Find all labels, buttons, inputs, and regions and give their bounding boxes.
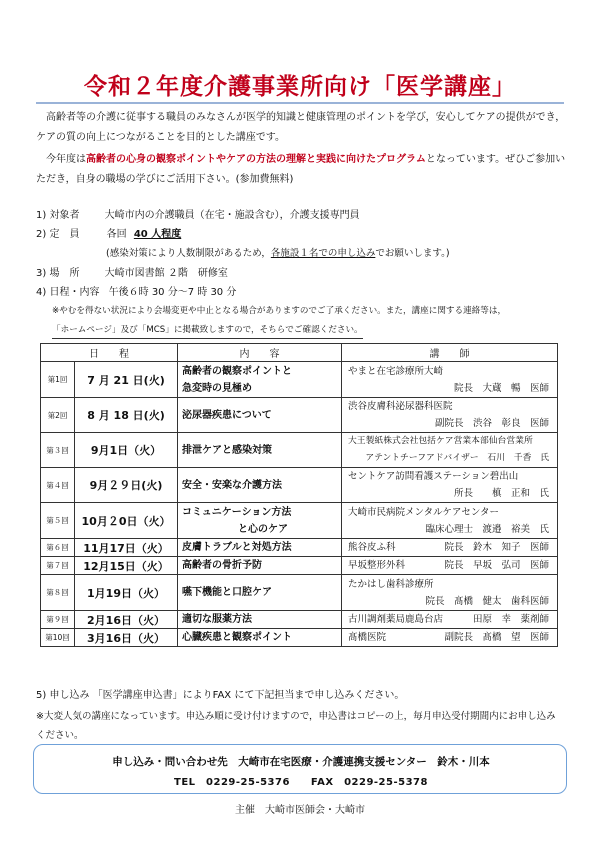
lecturer-name: 所長 槙 正和 氏 [453, 488, 549, 499]
session-lecturer [342, 557, 558, 575]
target-row [36, 207, 360, 225]
session-topic: 皮膚トラブルと対処方法 [178, 539, 342, 557]
lecturer-org: 大崎市民病院メンタルケアセンター [348, 506, 499, 518]
capacity-label: 2) 定 員 [36, 229, 80, 240]
time-label: 4) 日程・内容 [36, 287, 100, 298]
lecturer-name: 院長 大蔵 暢 医師 [453, 382, 549, 394]
intro-text: 今年度は [46, 154, 86, 165]
session-lecturer [342, 362, 558, 398]
capacity-note-text: でお願いします。) [375, 248, 450, 259]
table-row [41, 539, 558, 557]
session-date: 8 月 18 日(火) [75, 398, 178, 433]
topic-line: コミュニケーション方法 [182, 506, 292, 518]
table-row [41, 611, 558, 629]
lecturer-name: 臨床心理士 渡邉 裕美 氏 [425, 523, 549, 535]
session-topic: 排泄ケアと感染対策 [178, 433, 342, 468]
session-lecturer [342, 468, 558, 503]
topic-line: と心のケア [238, 523, 288, 535]
session-number: 第３回 [41, 433, 75, 468]
title-divider [36, 102, 564, 104]
page-title: 令和２年度介護事業所向け「医学講座」 [84, 74, 516, 100]
session-number: 第1回 [41, 362, 75, 398]
target-value: 大崎市内の介護職員（在宅・施設含む），介護支援専門員 [104, 210, 360, 221]
session-number: 第４回 [41, 468, 75, 503]
schedule-table [40, 343, 558, 647]
session-topic: 泌尿器疾患について [178, 398, 342, 433]
table-row [41, 433, 558, 468]
lecturer-org: 古川調剤薬局鹿島台店 [348, 614, 444, 625]
contact-box [33, 744, 567, 794]
organizer-text: 主催 大崎市医師会・大崎市 [235, 805, 365, 816]
lecturer-name: 副院長 渋谷 彰良 医師 [434, 418, 549, 429]
place-row [36, 265, 228, 283]
capacity-note-text: (感染対策により人数制限があるため， [106, 248, 271, 259]
header-content: 内 容 [178, 344, 342, 362]
session-date: 9月1日（火） [75, 433, 178, 468]
target-label: 1) 対象者 [36, 210, 80, 221]
session-date: 7 月 21 日(火) [75, 362, 178, 398]
session-date: 2月16日（火） [75, 611, 178, 629]
session-number: 第７回 [41, 557, 75, 575]
session-lecturer [342, 433, 558, 468]
session-number: 第８回 [41, 575, 75, 611]
session-topic [178, 362, 342, 398]
session-date: 9月２９日(火) [75, 468, 178, 503]
topic-line: 高齢者の観察ポイントと [182, 365, 292, 377]
session-date: 12月15日（火） [75, 557, 178, 575]
lecturer-org: 渋谷皮膚科泌尿器科医院 [348, 401, 453, 412]
session-number: 第９回 [41, 611, 75, 629]
table-row [41, 557, 558, 575]
notice-line-2 [52, 322, 363, 339]
table-row [41, 362, 558, 398]
header-date: 日 程 [41, 344, 178, 362]
time-row [36, 284, 236, 302]
session-number: 第６回 [41, 539, 75, 557]
session-topic: 適切な服薬方法 [178, 611, 342, 629]
lecturer-org: たかはし歯科診療所 [348, 578, 434, 590]
table-header-row [41, 344, 558, 362]
session-number: 第10回 [41, 629, 75, 647]
lecturer-org: 早坂整形外科 [348, 560, 406, 571]
topic-line: 急変時の見極め [182, 382, 252, 394]
intro-highlight: 高齢者の心身の観察ポイントやケアの方法の理解と実践に向けたプログラム [86, 154, 426, 165]
session-date: 10月２0日（火） [75, 503, 178, 539]
lecturer-name: 院長 髙橋 健太 歯科医師 [425, 595, 549, 607]
application-instruction: 5) 申し込み 「医学講座申込書」によりFAX にて下記担当まで申し込みください。 [36, 690, 405, 701]
contact-line-2: TEL 0229-25-5376 FAX 0229-25-5378 [174, 777, 428, 788]
place-label: 3) 場 所 [36, 268, 80, 279]
notice-text: 「ホームページ」及び「MCS」に掲載致しますので，そちらでご確認ください。 [52, 322, 363, 339]
contact-line-1: 申し込み・問い合わせ先 大崎市在宅医療・介護連携支援センター 鈴木・川本 [112, 756, 490, 768]
session-number: 第５回 [41, 503, 75, 539]
session-lecturer [342, 539, 558, 557]
lecturer-org: 髙橋医院 [348, 632, 387, 643]
session-topic: 嚥下機能と口腔ケア [178, 575, 342, 611]
lecturer-org: やまと在宅診療所大崎 [348, 365, 444, 377]
lecturer-name: 院長 鈴木 知子 医師 [444, 542, 549, 553]
lecturer-org: セントケア訪問看護ステーション碧出山 [348, 471, 519, 482]
session-lecturer [342, 398, 558, 433]
session-number: 第2回 [41, 398, 75, 433]
table-row [41, 503, 558, 539]
header-lecturer: 講 師 [342, 344, 558, 362]
notice-line-1: ※やむを得ない状況により会場変更や中止となる場合がありますのでご了承ください。また，講座に関する連絡等は， [52, 306, 507, 316]
lecturer-org: 熊谷皮ふ科 [348, 542, 396, 553]
lecturer-org: 大王製紙株式会社包括ケア営業本部仙台営業所 [348, 436, 533, 446]
session-lecturer [342, 629, 558, 647]
session-date: 3月16日（火） [75, 629, 178, 647]
session-topic: 安全・安楽な介護方法 [178, 468, 342, 503]
lecturer-name: 田原 幸 薬剤師 [472, 614, 549, 625]
intro-paragraph-1: 高齢者等の介護に従事する職員のみなさんが医学的知識と健康管理のポイントを学び，安心してケアの提供ができ，ケアの質の向上につながることを目的とした講座です。 [36, 112, 566, 143]
table-row [41, 575, 558, 611]
capacity-value: 40 人程度 [133, 229, 182, 240]
table-row [41, 398, 558, 433]
intro-paragraph-2 [36, 150, 566, 190]
time-value: 午後６時 30 分～7 時 30 分 [108, 287, 237, 298]
table-row [41, 468, 558, 503]
table-row [41, 629, 558, 647]
lecturer-name: 副院長 髙橋 望 医師 [444, 632, 549, 643]
session-lecturer [342, 503, 558, 539]
application-note: ※大変人気の講座になっています。申込み順に受け付けますので，申込書はコピーの上，毎月申込受付期間内にお申し込みください。 [36, 711, 556, 741]
session-lecturer [342, 611, 558, 629]
place-value: 大崎市図書館 ２階 研修室 [104, 268, 228, 279]
session-date: 11月17日（火） [75, 539, 178, 557]
intro-text: となっています。ぜひご参加いただき，自身の職場の学びにご活用下さい。(参加費無料) [36, 154, 566, 185]
session-topic: 心臓疾患と観察ポイント [178, 629, 342, 647]
session-topic: 高齢者の骨折予防 [178, 557, 342, 575]
lecturer-name: アテントチーフアドバイザー 石川 千香 氏 [365, 453, 549, 463]
capacity-row [36, 226, 181, 244]
session-lecturer [342, 575, 558, 611]
capacity-note [106, 245, 450, 263]
capacity-note-underline: 各施設１名での申し込み [270, 248, 376, 259]
session-date: 1月19日（火） [75, 575, 178, 611]
lecturer-name: 院長 早坂 弘司 医師 [444, 560, 549, 571]
session-topic [178, 503, 342, 539]
capacity-pre: 各回 [106, 229, 127, 240]
